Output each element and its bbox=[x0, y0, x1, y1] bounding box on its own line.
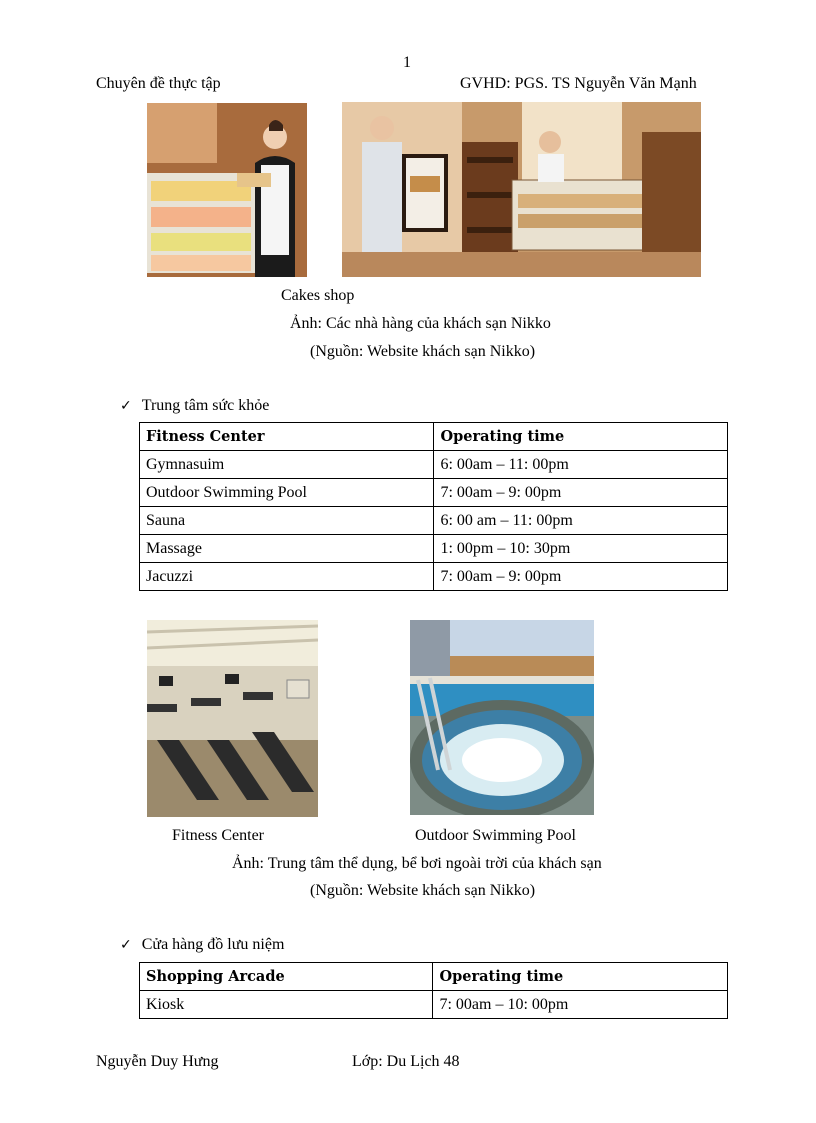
table-header-row bbox=[140, 963, 728, 991]
table-row bbox=[140, 479, 728, 507]
table-cell: 6: 00 am – 11: 00pm bbox=[434, 507, 728, 535]
fitness-table bbox=[139, 422, 728, 591]
footer-left: Nguyễn Duy Hưng bbox=[96, 1053, 219, 1070]
table-cell: Kiosk bbox=[140, 991, 433, 1019]
table-cell: 7: 00am – 9: 00pm bbox=[434, 479, 728, 507]
fitness-bullet bbox=[120, 397, 269, 415]
header-left: Chuyên đề thực tập bbox=[96, 75, 221, 92]
fitness-center-photo bbox=[147, 620, 318, 817]
fitness-bullet-label: Trung tâm sức khỏe bbox=[141, 397, 270, 414]
table-cell: Jacuzzi bbox=[140, 563, 434, 591]
figure1-source: (Nguồn: Website khách sạn Nikko) bbox=[310, 343, 536, 360]
table-row bbox=[140, 535, 728, 563]
table-cell: 7: 00am – 10: 00pm bbox=[433, 991, 728, 1019]
table-header-cell: Operating time bbox=[434, 423, 728, 451]
swimming-pool-photo bbox=[410, 620, 594, 815]
page-number: 1 bbox=[403, 54, 411, 71]
restaurant-photo bbox=[342, 102, 701, 277]
table-row bbox=[140, 991, 728, 1019]
table-header-cell: Shopping Arcade bbox=[140, 963, 433, 991]
shop-bullet bbox=[120, 936, 284, 954]
table-cell: Gymnasuim bbox=[140, 451, 434, 479]
table-cell: 1: 00pm – 10: 30pm bbox=[434, 535, 728, 563]
footer-right: Lớp: Du Lịch 48 bbox=[352, 1053, 460, 1070]
figure2-label-right: Outdoor Swimming Pool bbox=[415, 827, 576, 844]
shop-bullet-label: Cửa hàng đồ lưu niệm bbox=[141, 936, 285, 953]
figure2-source: (Nguồn: Website khách sạn Nikko) bbox=[310, 882, 536, 899]
header-right: GVHD: PGS. TS Nguyễn Văn Mạnh bbox=[460, 75, 697, 92]
table-cell: Massage bbox=[140, 535, 434, 563]
figure2-caption: Ảnh: Trung tâm thể dụng, bể bơi ngoài trời của khách sạn bbox=[232, 855, 602, 872]
figure1-label: Cakes shop bbox=[281, 287, 355, 304]
table-row bbox=[140, 451, 728, 479]
table-row bbox=[140, 563, 728, 591]
table-cell: Sauna bbox=[140, 507, 434, 535]
table-header-cell: Fitness Center bbox=[140, 423, 434, 451]
figure1-caption: Ảnh: Các nhà hàng của khách sạn Nikko bbox=[290, 315, 551, 332]
cakes-shop-photo bbox=[147, 103, 307, 277]
table-row bbox=[140, 507, 728, 535]
table-header-row bbox=[140, 423, 728, 451]
table-header-cell: Operating time bbox=[433, 963, 728, 991]
checkmark-icon: ✓ bbox=[120, 398, 132, 414]
table-cell: Outdoor Swimming Pool bbox=[140, 479, 434, 507]
figure2-label-left: Fitness Center bbox=[172, 827, 264, 844]
table-cell: 7: 00am – 9: 00pm bbox=[434, 563, 728, 591]
table-cell: 6: 00am – 11: 00pm bbox=[434, 451, 728, 479]
shop-table bbox=[139, 962, 728, 1019]
checkmark-icon: ✓ bbox=[120, 937, 132, 953]
